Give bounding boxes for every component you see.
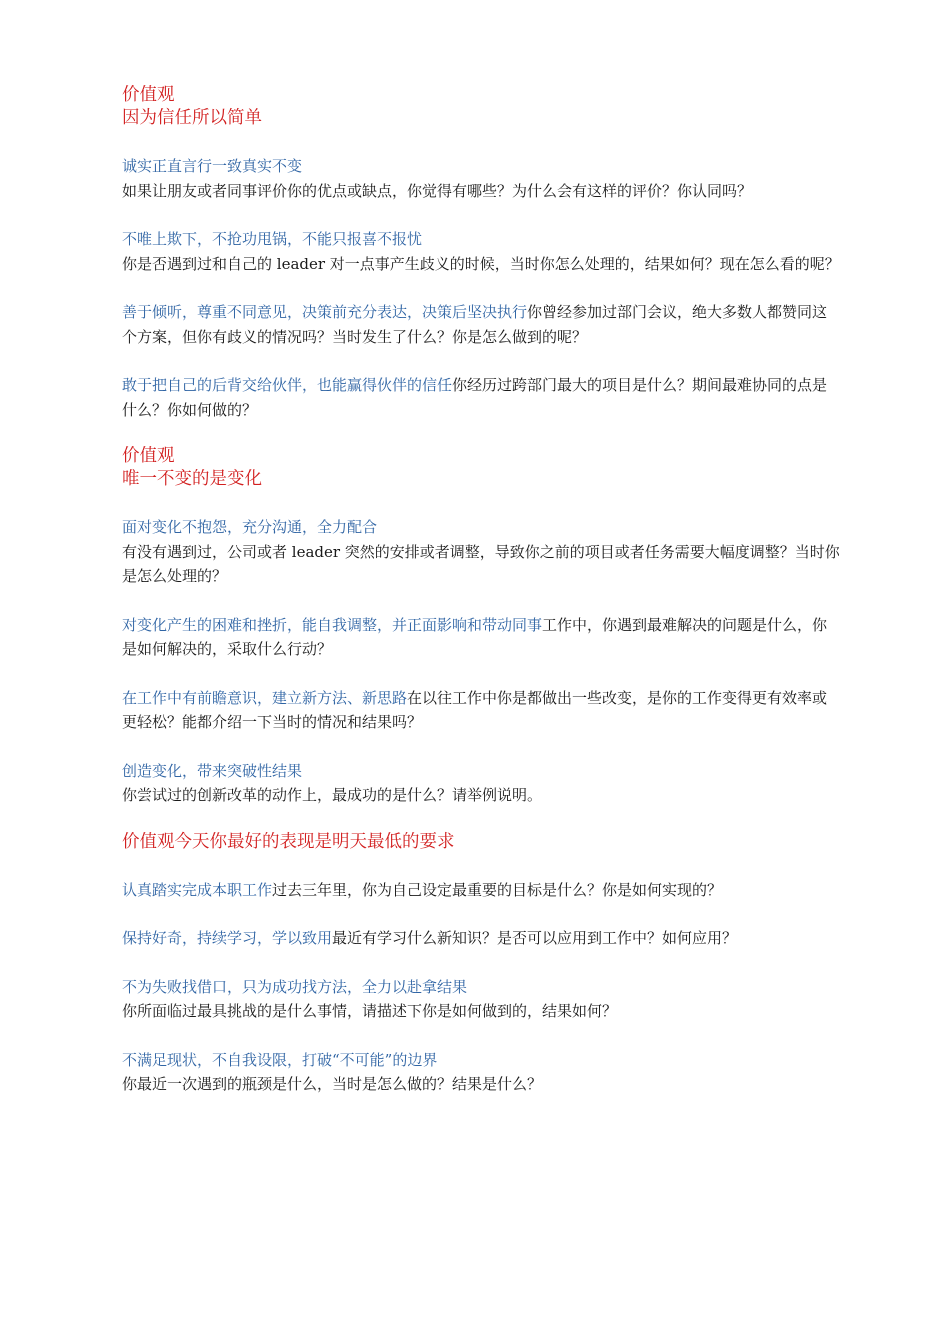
- values-section: [122, 445, 842, 808]
- values-section: [122, 831, 842, 1097]
- section-label: 价值观今天你最好的表现是明天最低的要求: [122, 831, 455, 852]
- interview-question: 在以往工作中你是都做出一些改变，是你的工作变得更有效率或更轻松？能都介绍一下当时的情况和结果吗？: [122, 688, 828, 731]
- value-topic: 保持好奇，持续学习，学以致用: [122, 929, 333, 947]
- value-topic: 不为失败找借口，只为成功找方法，全力以赴拿结果: [122, 977, 468, 996]
- section-label: 价值观: [122, 446, 175, 466]
- interview-question: 你经历过跨部门最大的项目是什么？期间最难协同的点是什么？你如何做的？: [122, 376, 828, 419]
- interview-question: 你曾经参加过部门会议，绝大多数人都赞同这个方案，但你有歧义的情况吗？当时发生了什么？你是怎么做到的呢？: [122, 303, 828, 346]
- value-topic: 善于倾听，尊重不同意见，决策前充分表达，决策后坚决执行: [122, 303, 528, 321]
- value-topic: 在工作中有前瞻意识，建立新方法、新思路: [122, 688, 408, 707]
- interview-question: 有没有遇到过，公司或者 leader 突然的安排或者调整，导致你之前的项目或者任务需要大幅度调整？当时你是怎么处理的？: [122, 542, 840, 585]
- value-item: [122, 154, 842, 203]
- section-title: 因为信任所以简单: [122, 108, 262, 128]
- value-item: [122, 926, 842, 951]
- value-topic: 对变化产生的困难和挫折，能自我调整，并正面影响和带动同事: [122, 615, 543, 634]
- value-item: [122, 686, 842, 735]
- value-topic: 不满足现状，不自我设限，打破“不可能”的边界: [122, 1050, 438, 1069]
- section-label: 价值观: [122, 85, 175, 105]
- interview-question: 你是否遇到过和自己的 leader 对一点事产生歧义的时候，当时你怎么处理的，结果如何？现在怎么看的呢？: [122, 254, 840, 273]
- value-item: [122, 227, 842, 276]
- interview-question: 最近有学习什么新知识？是否可以应用到工作中？如何应用？: [332, 929, 738, 947]
- interview-question: 如果让朋友或者同事评价你的优点或缺点，你觉得有哪些？为什么会有这样的评价？你认同吗？: [122, 181, 753, 200]
- interview-question: 过去三年里，你为自己设定最重要的目标是什么？你是如何实现的？: [272, 880, 723, 899]
- value-topic: 认真踏实完成本职工作: [122, 880, 273, 899]
- value-topic: 不唯上欺下，不抢功甩锅，不能只报喜不报忧: [122, 230, 423, 248]
- value-topic: 创造变化，带来突破性结果: [122, 761, 303, 780]
- value-item: [122, 975, 842, 1024]
- values-section: [122, 84, 842, 422]
- value-item: [122, 878, 842, 903]
- value-item: [122, 300, 842, 349]
- interview-question: 工作中，你遇到最难解决的问题是什么，你是如何解决的，采取什么行动？: [122, 615, 828, 658]
- value-item: [122, 373, 842, 422]
- interview-question: 你尝试过的创新改革的动作上，最成功的是什么？请举例说明。: [122, 786, 543, 804]
- document-body: [122, 84, 842, 1120]
- value-topic: 面对变化不抱怨，充分沟通，全力配合: [122, 518, 378, 536]
- interview-question: 你最近一次遇到的瓶颈是什么，当时是怎么做的？结果是什么？: [122, 1075, 543, 1093]
- value-topic: 诚实正直言行一致真实不变: [122, 157, 303, 175]
- value-item: [122, 613, 842, 662]
- value-item: [122, 1048, 842, 1097]
- value-topic: 敢于把自己的后背交给伙伴，也能赢得伙伴的信任: [122, 376, 453, 394]
- value-item: [122, 515, 842, 589]
- section-title: 唯一不变的是变化: [122, 469, 262, 489]
- value-item: [122, 759, 842, 808]
- interview-question: 你所面临过最具挑战的是什么事情，请描述下你是如何做到的，结果如何？: [122, 1002, 618, 1020]
